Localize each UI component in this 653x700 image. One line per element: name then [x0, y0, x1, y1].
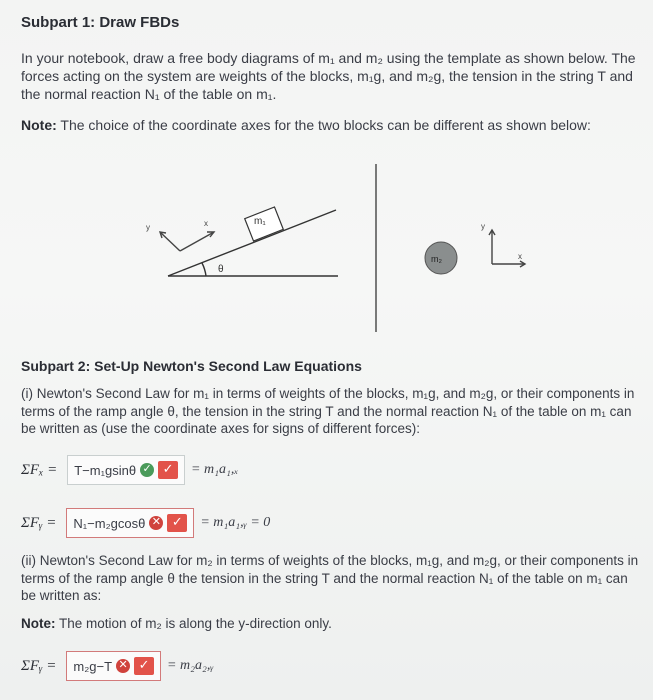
answer-value: T−m₁gsinθ — [74, 462, 137, 478]
note-text: The motion of m₂ is along the y-direction only. — [55, 616, 332, 631]
equation-row-1 — [21, 455, 238, 485]
axis-label-y-left: y — [146, 223, 150, 232]
checkmark-badge-icon[interactable]: ✓ — [167, 514, 187, 532]
subpart2-title: Subpart 2: Set-Up Newton's Second Law Equations — [21, 358, 362, 374]
answer-input-3[interactable] — [66, 651, 161, 681]
x-circle-icon: ✕ — [116, 659, 130, 673]
equation-row-3 — [21, 651, 214, 681]
answer-input-2[interactable] — [66, 508, 194, 538]
checkmark-badge-icon[interactable]: ✓ — [158, 461, 178, 479]
axes-tilted-icon — [160, 232, 214, 251]
subpart1-title: Subpart 1: Draw FBDs — [21, 14, 180, 31]
answer-value: m₂g−T — [73, 658, 113, 674]
subpart2-note — [21, 616, 332, 631]
check-circle-icon: ✓ — [140, 463, 154, 477]
checkmark-badge-icon[interactable]: ✓ — [134, 657, 154, 675]
equation-rhs: = m₁a₁,ᵧ = 0 — [200, 515, 271, 530]
theta-label: θ — [218, 264, 224, 275]
subpart2-part-ii: (ii) Newton's Second Law for m₂ in terms of weights of the blocks, m₁g, and m₂g, or their components in terms of the ramp angle θ the tension in the string T and the normal reaction N₁ of the table on m₁ can be written as: — [21, 553, 639, 603]
equation-rhs: = m₂a₂,ᵧ — [167, 658, 214, 673]
axes-upright-icon — [489, 230, 525, 267]
note-text: The choice of the coordinate axes for the two blocks can be different as shown below: — [56, 117, 591, 133]
axis-label-x-left: x — [204, 219, 208, 228]
answer-input-1[interactable] — [67, 455, 185, 485]
equation-lhs: ΣFᵧ = — [21, 514, 57, 531]
block-m1-label: m₁ — [254, 216, 266, 227]
note-label: Note: — [21, 117, 57, 133]
equation-row-2 — [21, 508, 270, 538]
fbd-figure — [140, 160, 540, 335]
equation-lhs: ΣFᵧ = — [21, 657, 57, 674]
answer-value: N₁−m₂gcosθ — [73, 515, 146, 531]
x-circle-icon: ✕ — [149, 516, 163, 530]
axis-label-y-right: y — [481, 222, 485, 231]
subpart1-note — [21, 117, 591, 133]
axis-label-x-right: x — [518, 252, 522, 261]
ball-m2-label: m₂ — [431, 254, 442, 264]
subpart1-instructions: In your notebook, draw a free body diagrams of m₁ and m₂ using the template as shown below. The forces acting on the system are weights of the blocks, m₁g, and m₂g, the tension in the string T and the normal reaction N₁ of the table on m₁. — [21, 50, 636, 102]
subpart2-part-i: (i) Newton's Second Law for m₁ in terms of weights of the blocks, m₁g, and m₂g, or their components in terms of the ramp angle θ, the tension in the string T and the normal reaction N₁ of the table on m₁ can be written as (use the coordinate axes for signs of different forces): — [21, 386, 635, 436]
note-label: Note: — [21, 616, 56, 631]
equation-rhs: = m₁a₁,ₓ — [191, 462, 239, 477]
equation-lhs: ΣFₓ = — [21, 461, 58, 478]
